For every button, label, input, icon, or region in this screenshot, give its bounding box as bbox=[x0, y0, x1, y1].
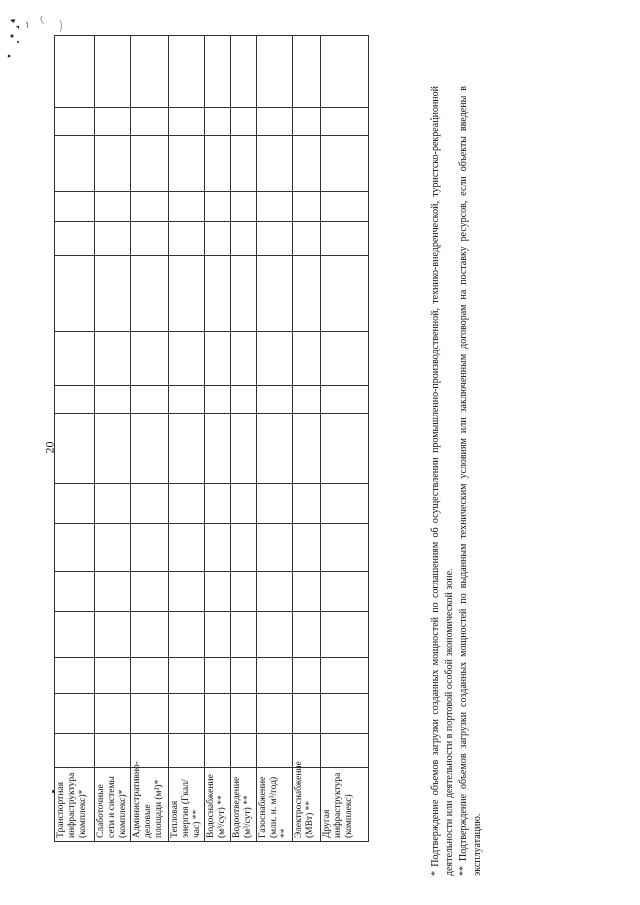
row-label: Слаботочные сети и системы (комплекс)* bbox=[95, 768, 131, 842]
row-label: Тепловая энергия (Гкал/час) ** bbox=[169, 768, 205, 842]
table-row bbox=[131, 36, 169, 842]
row-label: Другая инфраструктура (комплекс) bbox=[321, 768, 369, 842]
data-table bbox=[54, 36, 354, 842]
row-label: Водоотведение (м³/сут) ** bbox=[231, 768, 257, 842]
footnote-1: * Подтверждение объемов загрузки созданных мощностей по соглашениям об осуществлении промышленно-производственной, технико-внедренческой, туристско-рекреационной деятельности или деятельности в портовой особой экономической зоне. bbox=[430, 86, 455, 876]
table-row bbox=[293, 36, 321, 842]
row-label: Транспортная инфраструктура (комплекс)* bbox=[55, 768, 95, 842]
row-label: Водоснабжение (м³/сут) ** bbox=[205, 768, 231, 842]
row-label: Административно-деловые площади (м²)* bbox=[131, 768, 169, 842]
table-row bbox=[231, 36, 257, 842]
footnotes bbox=[429, 86, 495, 876]
footnote-2: ** Подтверждение объемов загрузки созданных мощностей по выданным техническим условиям или заключенным договорам на поставку ресурсов, если объекты введены в эксплуатацию. bbox=[458, 86, 483, 876]
row-label: Электроснабжение (МВт) ** bbox=[293, 768, 321, 842]
table-row bbox=[95, 36, 131, 842]
table-row bbox=[169, 36, 205, 842]
page-number: 20 bbox=[42, 441, 57, 454]
row-label: Газоснабжение (млн. н. м³/год) ** bbox=[257, 768, 293, 842]
table-row bbox=[257, 36, 293, 842]
table-row bbox=[205, 36, 231, 842]
table-row bbox=[55, 36, 95, 842]
table-row bbox=[321, 36, 369, 842]
